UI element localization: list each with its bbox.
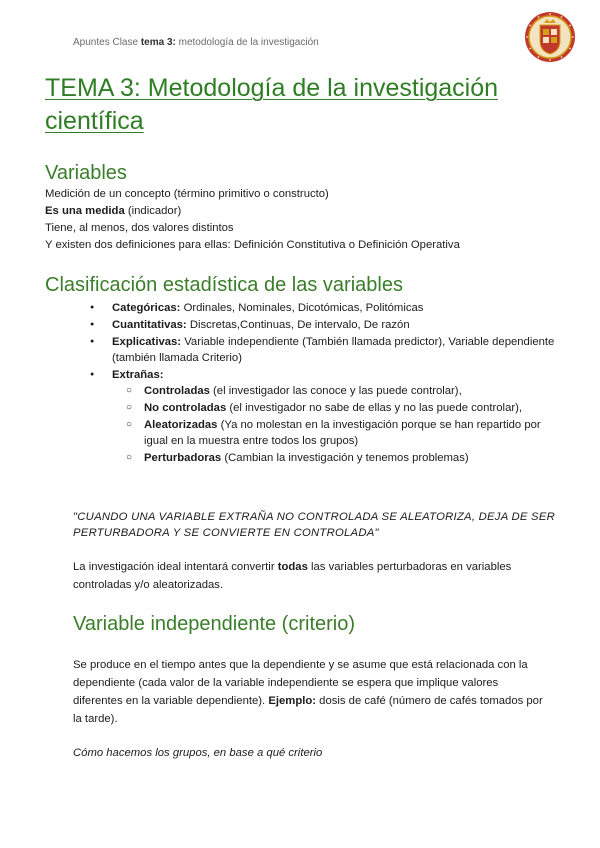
subitem-label: Perturbadoras (144, 452, 222, 464)
item-label: Cuantitativas: (112, 319, 187, 331)
paragraph-ideal-before: La investigación ideal intentará convertir (73, 561, 278, 573)
subitem-text: (el investigador no sabe de ellas y no las puede controlar), (226, 402, 523, 414)
variables-line-4: Y existen dos definiciones para ellas: Definición Constitutiva o Definición Operativa (45, 239, 460, 251)
sublist-item-no-controladas (112, 400, 558, 416)
header-prefix: Apuntes Clase (73, 37, 139, 48)
item-label: Extrañas: (112, 369, 164, 381)
paragraph-independiente (73, 656, 543, 728)
sublist-item-perturbadoras (112, 450, 558, 466)
item-text: Discretas,Continuas, De intervalo, De razón (186, 319, 410, 331)
running-header (73, 37, 319, 48)
document-title: TEMA 3: Metodología de la investigación científica (45, 74, 499, 135)
header-bold: tema 3: (140, 37, 176, 48)
university-seal-icon (524, 11, 576, 63)
heading-clasificacion: Clasificación estadística de las variables (45, 274, 403, 296)
subitem-text: (el investigador las conoce y las puede controlar), (209, 385, 462, 397)
paragraph-independiente-before: Se produce en el tiempo antes que la dependiente y se asume que está relacionada con la dependiente (cada valor de la variable independiente se espera que implique valores diferentes en la variable dependiente). (73, 659, 528, 707)
item-text: Variable independiente (También llamada predictor), Variable dependiente (también llamada Criterio) (112, 336, 555, 364)
list-item-explicativas (88, 334, 558, 366)
paragraph-ideal-after: las variables perturbadoras en variables controladas y/o aleatorizadas. (73, 561, 512, 591)
variables-line-2 (45, 203, 460, 220)
subitem-text: (Ya no molestan en la investigación porque se han repartido por igual en la muestra entre todos los grupos) (144, 419, 541, 447)
variables-line-1: Medición de un concepto (término primitivo o constructo) (45, 188, 329, 200)
extranas-sublist (112, 383, 558, 466)
sublist-item-aleatorizadas (112, 417, 558, 449)
list-item-categoricas (88, 300, 558, 316)
item-label: Explicativas: (112, 336, 182, 348)
variables-lines (45, 186, 460, 254)
list-item-extranas (88, 367, 558, 466)
quote-block: "CUANDO UNA VARIABLE EXTRAÑA NO CONTROLADA SE ALEATORIZA, DEJA DE SER PERTURBADORA Y SE CONVIERTE EN CONTROLADA" (73, 511, 556, 539)
heading-variable-independiente: Variable independiente (criterio) (73, 613, 356, 635)
paragraph-ideal-bold: todas (277, 561, 308, 573)
subitem-label: Aleatorizadas (144, 419, 218, 431)
paragraph-independiente-after: dosis de café (número de cafés tomados por la tarde). (73, 695, 543, 725)
italic-note: Cómo hacemos los grupos, en base a qué criterio (73, 747, 323, 759)
heading-variables: Variables (45, 162, 127, 184)
item-label: Categóricas: (112, 302, 181, 314)
item-text: Ordinales, Nominales, Dicotómicas, Politómicas (180, 302, 424, 314)
subitem-label: No controladas (144, 402, 227, 414)
clasificacion-list (88, 300, 558, 467)
paragraph-ideal (73, 558, 543, 594)
variables-line-2-bold: Es una medida (45, 205, 125, 217)
variables-line-2-rest: (indicador) (124, 205, 182, 217)
paragraph-independiente-bold: Ejemplo: (268, 695, 317, 707)
list-item-cuantitativas (88, 317, 558, 333)
subitem-text: (Cambian la investigación y tenemos problemas) (221, 452, 469, 464)
subitem-label: Controladas (144, 385, 210, 397)
header-rest: metodología de la investigación (178, 37, 319, 48)
sublist-item-controladas (112, 383, 558, 399)
variables-line-3: Tiene, al menos, dos valores distintos (45, 222, 234, 234)
